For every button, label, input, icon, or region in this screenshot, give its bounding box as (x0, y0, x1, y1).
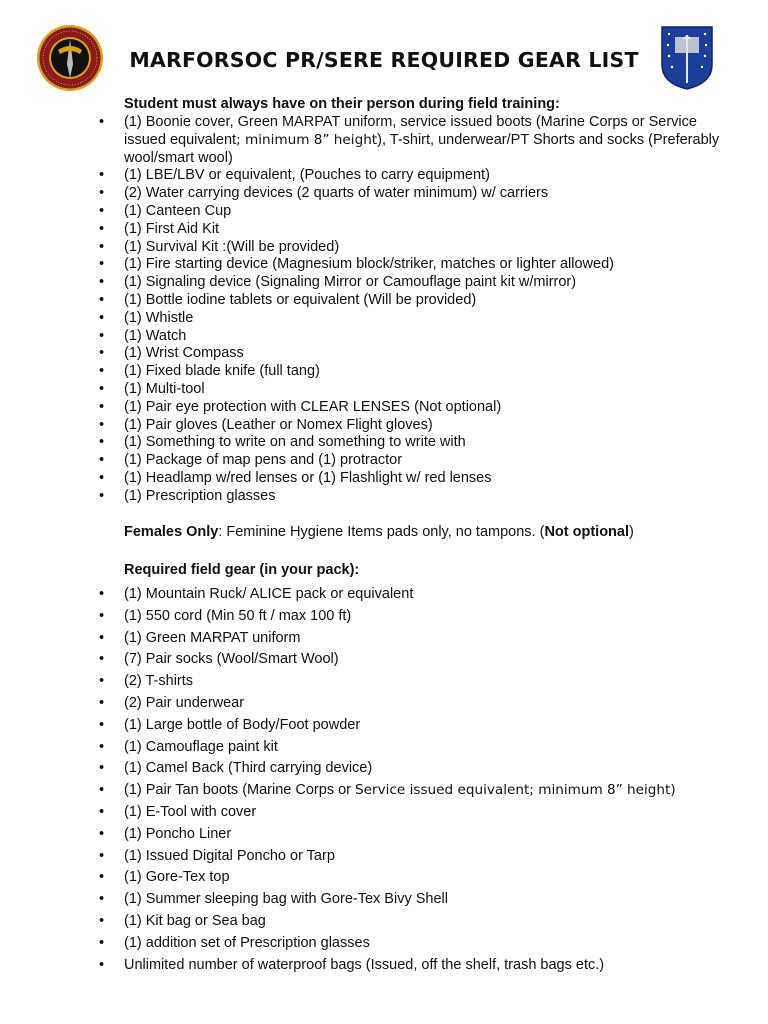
list-item (0, 239, 768, 257)
list-item (0, 824, 768, 846)
pack-gear-heading: Required field gear (in your pack): (124, 562, 360, 578)
bullet: • (99, 673, 105, 690)
list-item (0, 715, 768, 737)
list-item (0, 345, 768, 363)
bullet: • (99, 869, 105, 886)
females-only-note (124, 524, 634, 540)
list-item-text: (1) Bottle iodine tablets or equivalent (Will be provided) (124, 291, 477, 308)
list-item (0, 584, 768, 606)
bullet: • (99, 114, 105, 130)
field-training-list (0, 114, 768, 506)
list-item-text: (2) Pair underwear (124, 694, 245, 711)
list-item (0, 167, 768, 185)
list-item (0, 693, 768, 715)
list-item (0, 114, 768, 167)
bullet: • (99, 452, 105, 469)
bullet: • (99, 238, 105, 255)
bullet: • (99, 398, 105, 415)
list-item-text: (1) Issued Digital Poncho or Tarp (124, 847, 335, 864)
pack-gear-list (0, 584, 768, 976)
list-item (0, 452, 768, 470)
list-item-text: (1) Whistle (124, 309, 194, 326)
list-item (0, 310, 768, 328)
list-item-text-pre: (1) Pair Tan boots (Marine Corps or (124, 782, 356, 799)
bullet: • (99, 629, 105, 646)
bullet: • (99, 487, 105, 504)
list-item-text: (1) Mountain Ruck/ ALICE pack or equivalent (124, 586, 414, 602)
list-item-text: (1) Pair eye protection with CLEAR LENSES (Not optional) (124, 398, 502, 415)
list-item-text: (1) addition set of Prescription glasses (124, 934, 370, 951)
list-item (0, 933, 768, 955)
bullet: • (99, 782, 105, 799)
list-item-text-pre: (1) Boonie cover, Green MARPAT uniform, service issued boots (Marine Corps or Service issued equivalent (124, 114, 697, 148)
bullet: • (99, 309, 105, 326)
list-item (0, 846, 768, 868)
list-item-text: (1) Multi-tool (124, 380, 205, 397)
field-training-heading: Student must always have on their person during field training: (124, 96, 560, 112)
list-item (0, 671, 768, 693)
bullet: • (99, 167, 105, 184)
list-item (0, 417, 768, 435)
list-item-text-post: ), T-shirt, underwear/PT Shorts and socks (Preferably wool/smart wool) (124, 131, 720, 166)
list-item-text: (1) Signaling device (Signaling Mirror or Camouflage paint kit w/mirror) (124, 274, 577, 291)
bullet: • (99, 469, 105, 486)
bullet: • (99, 912, 105, 929)
bullet: • (99, 291, 105, 308)
list-item (0, 802, 768, 824)
list-item-text: (1) Poncho Liner (124, 825, 232, 842)
females-only-text: : Feminine Hygiene Items pads only, no tampons. ( (218, 524, 545, 540)
list-item-text: Unlimited number of waterproof bags (Issued, off the shelf, trash bags etc.) (124, 956, 605, 973)
bullet: • (99, 220, 105, 237)
list-item-text: (1) Pair gloves (Leather or Nomex Flight gloves) (124, 416, 433, 433)
bullet: • (99, 256, 105, 273)
bullet: • (99, 274, 105, 291)
bullet: • (99, 934, 105, 951)
list-item-text: (1) Watch (124, 327, 187, 344)
list-item (0, 955, 768, 977)
list-item (0, 780, 768, 802)
list-item-text: (1) LBE/LBV or equivalent, (Pouches to carry equipment) (124, 167, 490, 184)
list-item (0, 221, 768, 239)
list-item-text: (1) Headlamp w/red lenses or (1) Flashlight w/ red lenses (124, 469, 492, 486)
list-item (0, 256, 768, 274)
bullet: • (99, 760, 105, 777)
females-only-label: Females Only (124, 524, 219, 540)
list-item (0, 434, 768, 452)
list-item-text: (1) Survival Kit :(Will be provided) (124, 238, 340, 255)
list-item (0, 381, 768, 399)
list-item-text: (1) Prescription glasses (124, 487, 276, 504)
females-only-close: ) (629, 524, 634, 540)
list-item-text: (1) 550 cord (Min 50 ft / max 100 ft) (124, 607, 352, 624)
list-item-text: (1) Fixed blade knife (full tang) (124, 363, 320, 380)
list-item (0, 911, 768, 933)
bullet: • (99, 363, 105, 380)
bullet: • (99, 345, 105, 362)
bullet: • (99, 327, 105, 344)
list-item-text: (1) Camel Back (Third carrying device) (124, 760, 373, 777)
list-item (0, 606, 768, 628)
bullet: • (99, 185, 105, 202)
bullet: • (99, 651, 105, 668)
bullet: • (99, 694, 105, 711)
list-item (0, 470, 768, 488)
list-item (0, 363, 768, 381)
list-item-text: (7) Pair socks (Wool/Smart Wool) (124, 651, 339, 668)
bullet: • (99, 956, 105, 973)
bullet: • (99, 803, 105, 820)
list-item-text: (2) T-shirts (124, 673, 194, 690)
list-item-text: (1) Fire starting device (Magnesium block/striker, matches or lighter allowed) (124, 256, 614, 273)
list-item (0, 867, 768, 889)
list-item-text: (1) E-Tool with cover (124, 803, 257, 820)
list-item-text-alt: Service issued equivalent; minimum 8” height) (355, 782, 676, 799)
bullet: • (99, 847, 105, 864)
list-item (0, 889, 768, 911)
list-item-text: (1) Package of map pens and (1) protractor (124, 452, 403, 469)
list-item-text: (1) First Aid Kit (124, 220, 220, 237)
bullet: • (99, 891, 105, 908)
list-item-text: (1) Camouflage paint kit (124, 738, 278, 755)
list-item-text-alt: ; minimum 8” height (236, 131, 378, 148)
list-item (0, 203, 768, 221)
list-item (0, 185, 768, 203)
list-item (0, 399, 768, 417)
list-item-text: (1) Green MARPAT uniform (124, 629, 301, 646)
page-title: MARFORSOC PR/SERE REQUIRED GEAR LIST (129, 48, 639, 72)
list-item-text: (1) Canteen Cup (124, 202, 232, 219)
list-item-text: (2) Water carrying devices (2 quarts of water minimum) w/ carriers (124, 185, 549, 202)
bullet: • (99, 825, 105, 842)
list-item (0, 328, 768, 346)
list-item-text: (1) Gore-Tex top (124, 869, 230, 886)
bullet: • (99, 738, 105, 755)
bullet: • (99, 586, 105, 602)
list-item (0, 292, 768, 310)
list-item-text: (1) Something to write on and something to write with (124, 434, 466, 451)
list-item (0, 737, 768, 759)
list-item-text: (1) Summer sleeping bag with Gore-Tex Bivy Shell (124, 891, 448, 908)
list-item-text: (1) Large bottle of Body/Foot powder (124, 716, 361, 733)
list-item (0, 758, 768, 780)
list-item (0, 488, 768, 506)
bullet: • (99, 607, 105, 624)
bullet: • (99, 416, 105, 433)
list-item-text: (1) Kit bag or Sea bag (124, 912, 266, 929)
bullet: • (99, 202, 105, 219)
list-item (0, 274, 768, 292)
bullet: • (99, 380, 105, 397)
bullet: • (99, 716, 105, 733)
list-item (0, 649, 768, 671)
list-item (0, 628, 768, 650)
bullet: • (99, 434, 105, 451)
not-optional-emphasis: Not optional (544, 524, 630, 540)
list-item-text: (1) Wrist Compass (124, 345, 244, 362)
